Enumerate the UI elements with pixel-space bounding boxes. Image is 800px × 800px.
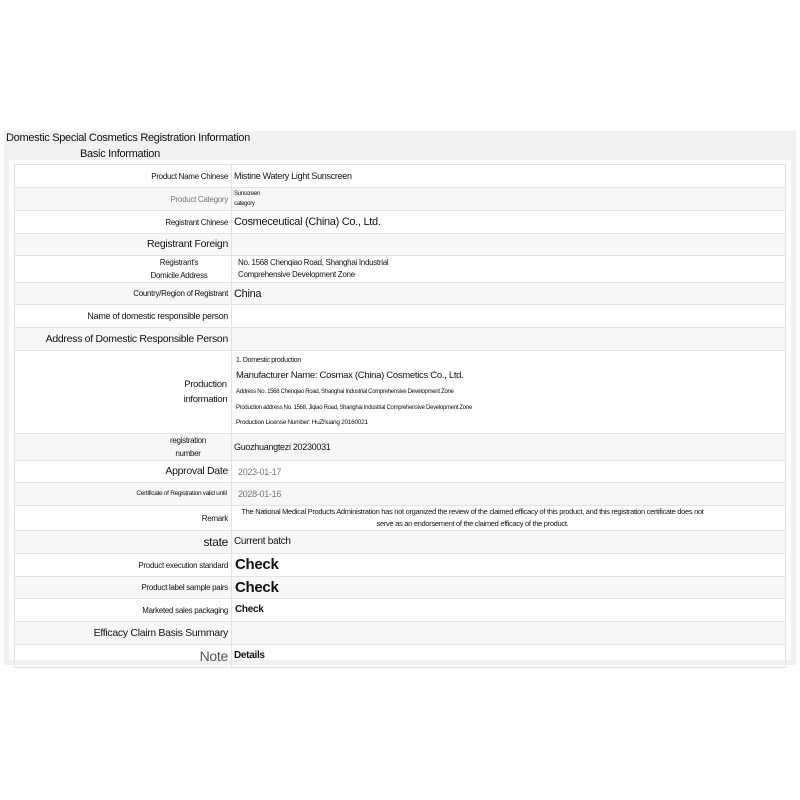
sales-packaging-label: Marketed sales packaging — [15, 599, 232, 622]
page-title: Domestic Special Cosmetics Registration Information — [6, 132, 250, 144]
production-line-4: Production address No. 1568, Jiqiao Road, Shanghai Industrial Comprehensive Development Zone — [236, 405, 472, 411]
remark-label: Remark — [15, 506, 232, 531]
sales-packaging-link[interactable]: Check — [232, 599, 786, 622]
row-valid-until — [15, 483, 786, 506]
row-domestic-address — [15, 328, 786, 351]
production-line-3: Address No. 1568 Chenqiao Road, Shanghai Industrial Comprehensive Development Zone — [236, 389, 454, 395]
label-sample-label: Product label sample pairs — [15, 577, 232, 599]
product-name-value: Mistine Watery Light Sunscreen — [232, 165, 786, 188]
product-category-label: Product Category — [15, 188, 232, 211]
domestic-person-value — [232, 305, 786, 328]
approval-date-label: Approval Date — [15, 461, 232, 483]
production-line-1: 1. Domestic production — [236, 357, 301, 364]
row-registrant-foreign — [15, 234, 786, 256]
row-product-category — [15, 188, 786, 211]
remark-value: The National Medical Products Administration has not organized the review of the claimed efficacy of this product, and this registration certificate does not serve as an endorsement of the claimed efficacy of the product. — [232, 506, 786, 531]
row-state — [15, 531, 786, 554]
row-registrant-domicile — [15, 256, 786, 283]
row-efficacy-summary — [15, 622, 786, 645]
execution-standard-label: Product execution standard — [15, 554, 232, 577]
valid-until-value: 2028-01-16 — [232, 483, 786, 506]
product-category-value — [232, 188, 786, 211]
country-value: China — [232, 283, 786, 305]
efficacy-summary-value — [232, 622, 786, 645]
registration-number-label: registration number — [15, 434, 232, 461]
registrant-chinese-value: Cosmeceutical (China) Co., Ltd. — [232, 211, 786, 234]
registrant-domicile-label: Registrant's Domicile Address — [15, 256, 232, 283]
row-approval-date — [15, 461, 786, 483]
section-title: Basic Information — [80, 148, 160, 160]
row-production — [15, 351, 786, 434]
registrant-foreign-label: Registrant Foreign — [15, 234, 232, 256]
production-line-2: Manufacturer Name: Cosmax (China) Cosmetics Co., Ltd. — [236, 370, 464, 381]
row-execution-standard — [15, 554, 786, 577]
approval-date-value: 2023-01-17 — [232, 461, 786, 483]
valid-until-label: Certificate of Registration valid until — [15, 483, 232, 506]
state-value: Current batch — [232, 531, 786, 554]
basic-info-table — [14, 164, 786, 668]
row-registrant-chinese — [15, 211, 786, 234]
registrant-foreign-value — [232, 234, 786, 256]
row-label-sample — [15, 577, 786, 599]
row-sales-packaging — [15, 599, 786, 622]
registrant-chinese-label: Registrant Chinese — [15, 211, 232, 234]
row-registration-number — [15, 434, 786, 461]
production-value — [232, 351, 786, 434]
label-sample-link[interactable]: Check — [232, 577, 786, 599]
registrant-domicile-text: No. 1568 Chenqiao Road, Shanghai Industrial Comprehensive Development Zone — [238, 258, 389, 279]
row-note — [15, 645, 786, 668]
row-domestic-person — [15, 305, 786, 328]
efficacy-summary-label: Efficacy Claim Basis Summary — [15, 622, 232, 645]
execution-standard-link[interactable]: Check — [232, 554, 786, 577]
row-remark — [15, 506, 786, 531]
production-label: Production information — [15, 351, 232, 434]
note-details-link[interactable]: Details — [232, 645, 786, 668]
country-label: Country/Region of Registrant — [15, 283, 232, 305]
state-label: state — [15, 531, 232, 554]
domestic-address-label: Address of Domestic Responsible Person — [15, 328, 232, 351]
production-line-5: Production License Number: HuZhuang 20160021 — [236, 419, 368, 426]
domestic-address-value — [232, 328, 786, 351]
domestic-person-label: Name of domestic responsible person — [15, 305, 232, 328]
row-country — [15, 283, 786, 305]
product-name-label: Product Name Chinese — [15, 165, 232, 188]
registrant-domicile-value — [232, 256, 786, 283]
registration-number-value: Guozhuangtezi 20230031 — [232, 434, 786, 461]
note-label: Note — [15, 645, 232, 668]
row-product-name — [15, 165, 786, 188]
product-category-text: Sunscreen category — [234, 191, 260, 207]
